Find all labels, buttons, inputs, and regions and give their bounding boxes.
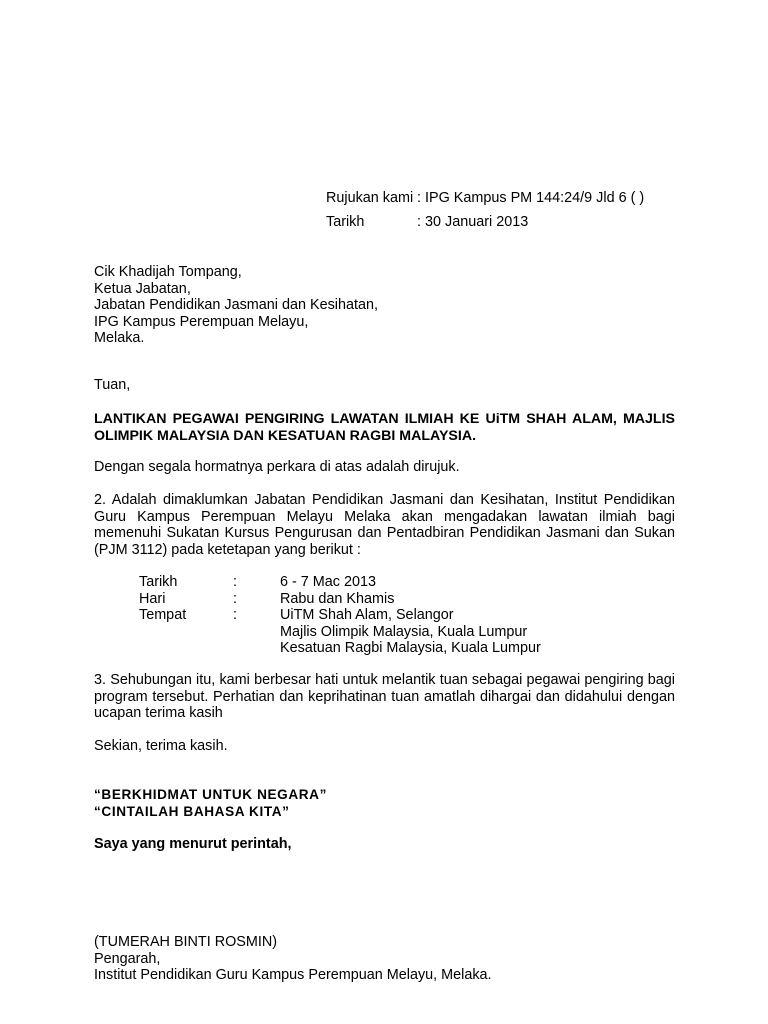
detail-colon: : xyxy=(233,590,237,607)
paragraph-2: 2. Adalah dimaklumkan Jabatan Pendidikan Jasmani dan Kesihatan, Institut Pendidikan Guru Kampus Perempuan Melayu Melaka akan mengadakan lawatan ilmiah bagi memenuhi Sukatan Kursus Pengurusan dan Pentadbiran Pendidikan Jasmani dan Sukan (PJM 3112) pada ketetapan yang berikut : xyxy=(94,492,675,558)
slogans xyxy=(94,787,327,820)
opening-paragraph: Dengan segala hormatnya perkara di atas adalah dirujuk. xyxy=(94,459,460,475)
signature-block xyxy=(94,934,492,984)
paragraph-3: 3. Sehubungan itu, kami berbesar hati untuk melantik tuan sebagai pegawai pengiring bagi program tersebut. Perhatian dan keprihatinan tuan amatlah dihargai dan didahului dengan ucapan terima kasih xyxy=(94,672,675,721)
date-label: Tarikh xyxy=(326,214,365,230)
signatory-institution: Institut Pendidikan Guru Kampus Perempuan Melayu, Melaka. xyxy=(94,967,492,983)
slogan-line: “BERKHIDMAT UNTUK NEGARA” xyxy=(94,787,327,802)
detail-value: UiTM Shah Alam, Selangor xyxy=(280,607,454,623)
closing-line: Sekian, terima kasih. xyxy=(94,738,228,754)
detail-colon: : xyxy=(233,607,237,623)
detail-value: Kesatuan Ragbi Malaysia, Kuala Lumpur xyxy=(280,640,541,656)
subject-heading: LANTIKAN PEGAWAI PENGIRING LAWATAN ILMIAH KE UiTM SHAH ALAM, MAJLIS OLIMPIK MALAYSIA DAN KESATUAN RAGBI MALAYSIA. xyxy=(94,411,675,444)
yours-faithfully: Saya yang menurut perintah, xyxy=(94,836,292,852)
recipient-line: Jabatan Pendidikan Jasmani dan Kesihatan, xyxy=(94,297,379,313)
reference-value: : IPG Kampus PM 144:24/9 Jld 6 ( ) xyxy=(417,190,645,206)
date-value: : 30 Januari 2013 xyxy=(417,214,529,230)
signatory-name: (TUMERAH BINTI ROSMIN) xyxy=(94,934,278,950)
slogan-line: “CINTAILAH BAHASA KITA” xyxy=(94,803,290,819)
detail-value: Rabu dan Khamis xyxy=(280,590,395,607)
detail-value: 6 - 7 Mac 2013 xyxy=(280,574,376,590)
detail-label: Hari xyxy=(139,590,166,607)
recipient-line: Ketua Jabatan, xyxy=(94,280,191,297)
detail-colon: : xyxy=(233,574,237,590)
recipient-line: Melaka. xyxy=(94,330,145,346)
detail-value: Majlis Olimpik Malaysia, Kuala Lumpur xyxy=(280,623,528,640)
signatory-title: Pengarah, xyxy=(94,950,161,967)
detail-label: Tempat xyxy=(139,607,187,623)
reference-label: Rujukan kami xyxy=(326,190,414,206)
salutation: Tuan, xyxy=(94,377,131,393)
recipient-line: Cik Khadijah Tompang, xyxy=(94,264,242,280)
recipient-address xyxy=(94,264,378,347)
recipient-line: IPG Kampus Perempuan Melayu, xyxy=(94,313,309,330)
detail-label: Tarikh xyxy=(139,574,178,590)
